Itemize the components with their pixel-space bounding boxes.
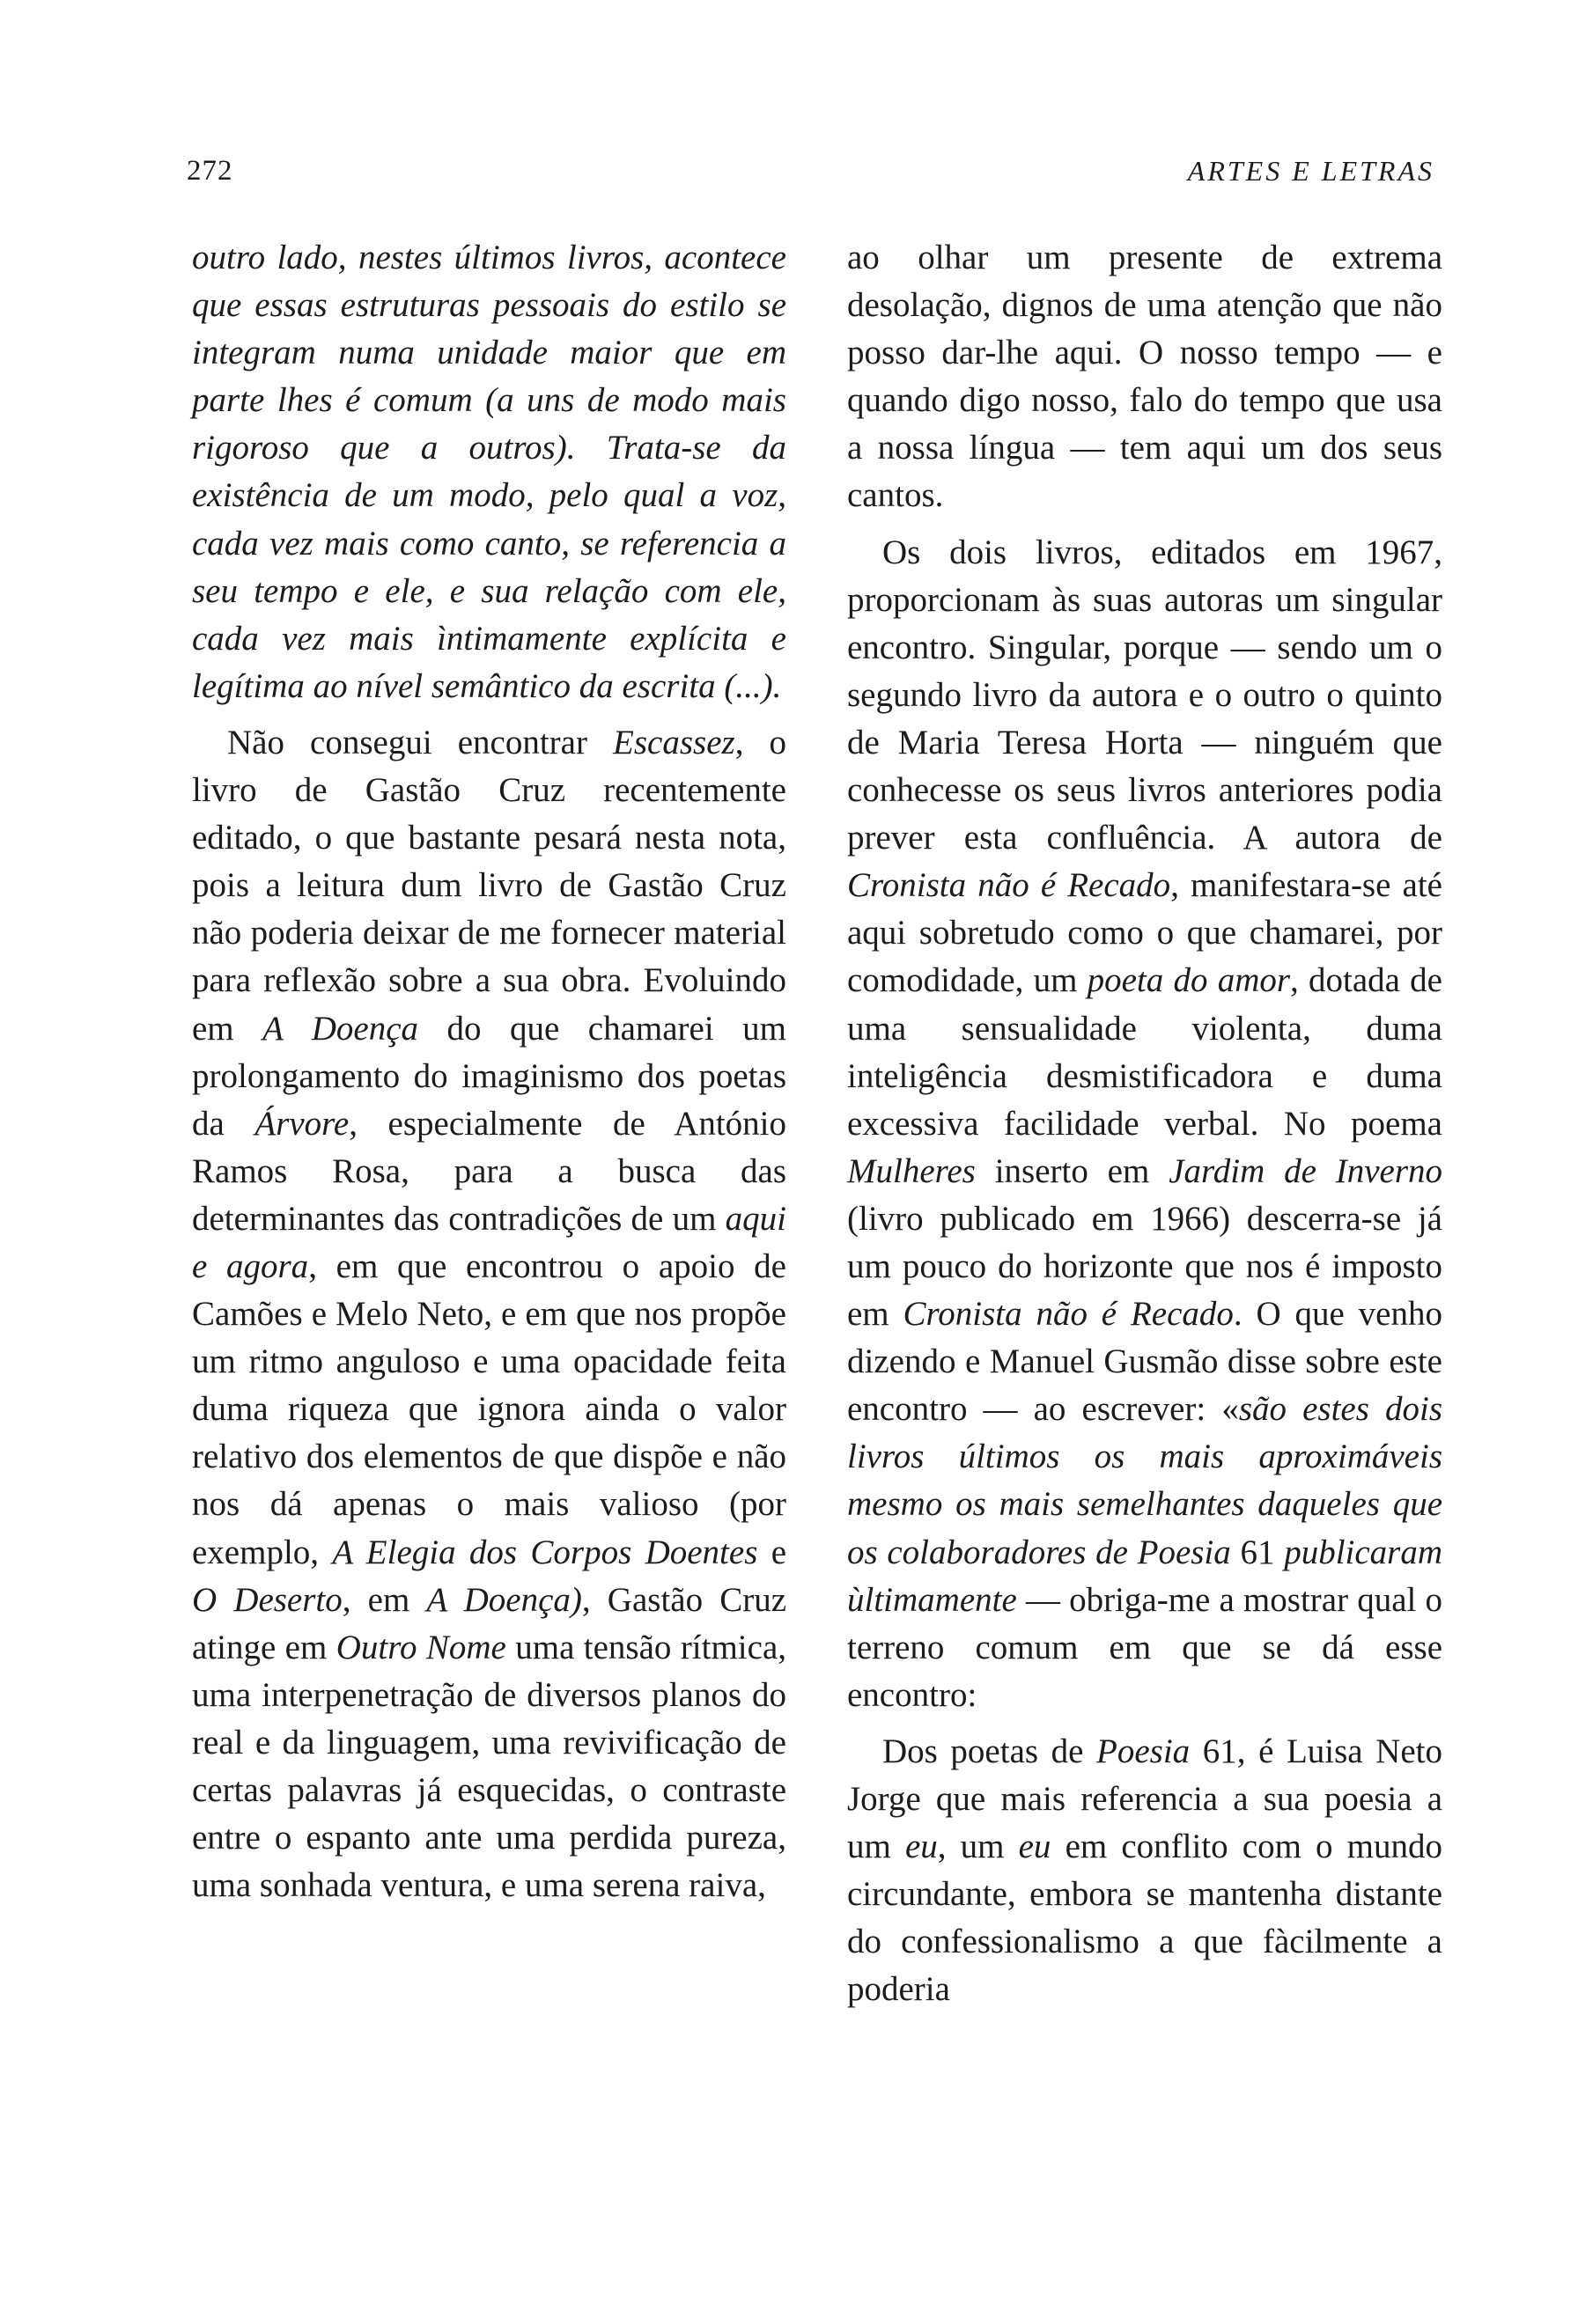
italic-text: Escassez xyxy=(613,723,735,761)
italic-text: A Doença) xyxy=(426,1580,582,1619)
body-text: , especialmente de António Ramos Rosa, para a busca das determinantes das contradições de um xyxy=(192,1104,787,1238)
body-text: , Gastão Cruz atinge em xyxy=(192,1580,787,1666)
body-text: Dos poetas de xyxy=(882,1732,1097,1770)
paragraph xyxy=(847,1728,1442,2014)
body-text: , em xyxy=(342,1580,427,1619)
body-text: , o livro de Gastão Cruz recentemente editado, o que bastante pesará nesta nota, pois a leitura dum livro de Gastão Cruz não poderia deixar de me fornecer material para reflexão sobre a sua obra. Evoluindo em xyxy=(192,723,786,1048)
body-text: , manifestara-se até aqui sobretudo como o que chamarei, por comodidade, um xyxy=(847,866,1442,1000)
body-text: (livro publicado em 1966) descerra-se já um pouco do horizonte que nos é imposto em xyxy=(847,1199,1442,1334)
body-text: 61 xyxy=(1230,1533,1285,1571)
right-column xyxy=(847,234,1442,2013)
body-text: ao olhar um presente de extrema desolação, dignos de uma atenção que não posso dar-lhe aqui. O nosso tempo — e quando digo nosso, falo do tempo que usa a nossa língua — tem aqui um dos seus cantos. xyxy=(847,239,1442,515)
body-text: uma tensão rítmica, uma interpenetração de diversos planos do real e da linguagem, uma revivificação de certas palavras já esquecidas, o contraste entre o espanto ante uma perdida pureza, uma sonhada ventura, e uma serena raiva, xyxy=(192,1628,787,1905)
body-text: , um xyxy=(937,1828,1019,1866)
running-head: ARTES E LETRAS xyxy=(1187,155,1434,187)
italic-text: Mulheres xyxy=(847,1151,976,1190)
body-text: inserto em xyxy=(975,1151,1169,1190)
italic-text: A Elegia dos Corpos Doentes xyxy=(332,1533,758,1571)
italic-text: A Doença xyxy=(262,1009,419,1048)
body-text: — obriga-me a mostrar qual o terreno comum em que se dá esse encontro: xyxy=(847,1580,1442,1714)
body-text: do que chamarei um prolongamento do imaginismo dos poetas da xyxy=(192,1009,787,1143)
italic-text: Poesia xyxy=(1096,1732,1191,1770)
italic-text: poeta do amor xyxy=(1087,961,1291,1000)
body-text: em conflito com o mundo circundante, embora se mantenha distante do confessionalismo a que fàcilmente a poderia xyxy=(847,1828,1442,2009)
body-text: , dotada de uma sensualidade violenta, duma inteligência desmistificadora e duma excessiva facilidade verbal. No poema xyxy=(847,961,1442,1143)
body-text: 61, é Luisa Neto Jorge que mais referencia a sua poesia a um xyxy=(847,1732,1442,1866)
paragraph xyxy=(847,234,1442,520)
italic-text: Árvore xyxy=(254,1104,350,1143)
italic-text: aqui e agora xyxy=(192,1199,786,1285)
italic-text: publicaram ùltimamente xyxy=(847,1533,1443,1619)
body-text: . O que venho dizendo e Manuel Gusmão disse sobre este encontro — ao escrever: « xyxy=(847,1295,1442,1429)
italic-text: Cronista não é Recado xyxy=(847,866,1171,905)
paragraph xyxy=(192,234,786,710)
page-number: 272 xyxy=(187,155,233,187)
left-column xyxy=(192,234,786,1909)
italic-text: Jardim de Inverno xyxy=(1169,1151,1443,1190)
italic-text: Poesia xyxy=(1137,1533,1231,1571)
italic-text: Outro Nome xyxy=(336,1628,506,1666)
body-text: , em que encontrou o apoio de Camões e Melo Neto, e em que nos propõe um ritmo anguloso e uma opacidade feita duma riqueza que ignora ainda o valor relativo dos elementos de que dispõe e não nos dá apenas o mais valioso (por exemplo, xyxy=(192,1247,786,1571)
italic-text: O Deserto xyxy=(192,1580,343,1619)
italic-text: são estes dois livros últimos os mais aproximáveis mesmo os mais semelhantes daqueles que os colaboradores de xyxy=(847,1390,1442,1571)
italic-text: eu xyxy=(1018,1828,1051,1866)
italic-text: Cronista não é Recado xyxy=(903,1295,1234,1334)
paragraph xyxy=(192,719,786,1909)
italic-text: eu xyxy=(904,1828,938,1866)
paragraph xyxy=(847,529,1442,1719)
body-text: Os dois livros, editados em 1967, proporcionam às suas autoras um singular encontro. Singular, porque — sendo um o segundo livro da autora e o outro o quinto de Maria Teresa Horta — ninguém que conhecesse os seus livros anteriores podia prever esta confluência. A autora de xyxy=(847,533,1442,857)
body-text: e xyxy=(757,1533,786,1571)
body-text: Não consegui encontrar xyxy=(227,723,614,761)
italic-text: outro lado, nestes últimos livros, acontece que essas estruturas pessoais do estilo se integram numa unidade maior que em parte lhes é comum (a uns de modo mais rigoroso que a outros). Trata-se da existência de um modo, pelo qual a voz, cada vez mais como canto, se referencia a seu tempo e ele, e sua relação com ele, cada vez mais ìntimamente explícita e legítima ao nível semântico da escrita (...). xyxy=(192,239,786,705)
